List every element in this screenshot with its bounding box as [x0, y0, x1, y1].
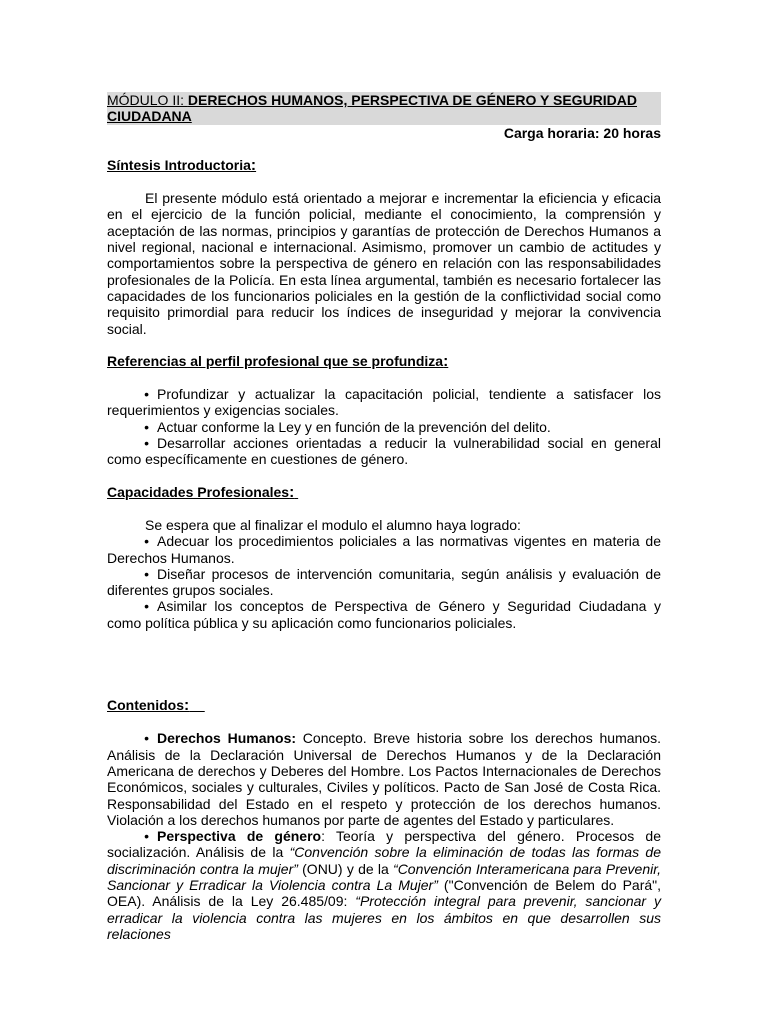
capacidades-intro: Se espera que al finalizar el modulo el alumno haya logrado: — [145, 516, 521, 533]
list-item: • Perspectiva de género: Teoría y perspectiva del género. Procesos de socialización. Análisis de la “Convención sobre la eliminación de todas las formas de discriminación contra la mujer” (ONU) y de la “Convención Interamericana para Prevenir, Sancionar y Erradicar la Violencia contra La Mujer” ("Convención de Belem do Pará", OEA). Análisis de la Ley 26.485/09: “Protección integral para prevenir, sancionar y erradicar la violencia contra las mujeres en los ámbitos en que desarrollen sus relaciones — [107, 828, 662, 942]
bullet-icon: • — [144, 565, 149, 582]
sintesis-heading: Síntesis Introductoria: — [107, 156, 257, 174]
list-item: • Actuar conforme la Ley y en función de la prevención del delito. — [107, 419, 661, 435]
bullet-icon: • — [144, 730, 149, 747]
capacidades-heading: Capacidades Profesionales: — [107, 483, 295, 501]
list-item: • Derechos Humanos: Concepto. Breve historia sobre los derechos humanos. Análisis de la Declaración Universal de Derechos Humanos y de la Declaración Americana de derechos y Deberes del Hombre. Los Pactos Internacionales de Derechos Económicos, sociales y culturales, Civiles y políticos. Pacto de San José de Costa Rica. Responsabilidad del Estado en el respeto y protección de los derechos humanos. Violación a los derechos humanos por parte de agentes del Estado y particulares. — [107, 730, 661, 828]
bullet-icon: • — [144, 386, 149, 403]
module-title — [107, 92, 661, 125]
module-title-lead: MÓDULO II: — [107, 92, 185, 108]
bullet-icon: • — [144, 598, 149, 615]
document-body — [107, 92, 661, 942]
bullet-icon: • — [144, 533, 149, 550]
bullet-icon: • — [144, 435, 149, 452]
carga-horaria: Carga horaria: 20 horas — [503, 124, 661, 141]
list-item: • Profundizar y actualizar la capacitación policial, tendiente a satisfacer los requerimientos y exigencias sociales. — [107, 386, 661, 419]
derechos-label: Derechos Humanos: — [157, 730, 297, 747]
module-title-main: DERECHOS HUMANOS, PERSPECTIVA DE GÉNERO Y SEGURIDAD CIUDADANA — [107, 92, 638, 125]
list-item: • Desarrollar acciones orientadas a reducir la vulnerabilidad social en general como específicamente en cuestiones de género. — [107, 435, 661, 468]
bullet-icon: • — [144, 418, 149, 435]
bullet-icon: • — [144, 828, 149, 845]
list-item: • Asimilar los conceptos de Perspectiva de Género y Seguridad Ciudadana y como política pública y su aplicación como funcionarios policiales. — [107, 598, 661, 631]
referencias-heading: Referencias al perfil profesional que se profundiza: — [107, 352, 449, 370]
contenidos-heading: Contenidos: — [107, 697, 190, 715]
sintesis-paragraph: El presente módulo está orientado a mejorar e incrementar la eficiencia y eficacia en el ejercicio de la función policial, mediante el conocimiento, la comprensión y aceptación de las normas, principios y garantías de protección de Derechos Humanos a nivel regional, nacional e internacional. Asimismo, promover un cambio de actitudes y comportamientos sobre la perspectiva de género en relación con las responsabilidades profesionales de la Policía. En esta línea argumental, también es necesario fortalecer las capacidades de los funcionarios policiales en la gestión de la conflictividad social como requisito primordial para reducir los índices de inseguridad y mejorar la convivencia social. — [107, 190, 661, 337]
capacidades-list — [107, 533, 661, 631]
contenidos-list — [107, 730, 661, 942]
genero-label: Perspectiva de género — [157, 828, 322, 845]
referencias-list — [107, 386, 661, 467]
list-item: • Adecuar los procedimientos policiales a las normativas vigentes en materia de Derechos Humanos. — [107, 533, 661, 566]
list-item: • Diseñar procesos de intervención comunitaria, según análisis y evaluación de diferentes grupos sociales. — [107, 565, 661, 599]
